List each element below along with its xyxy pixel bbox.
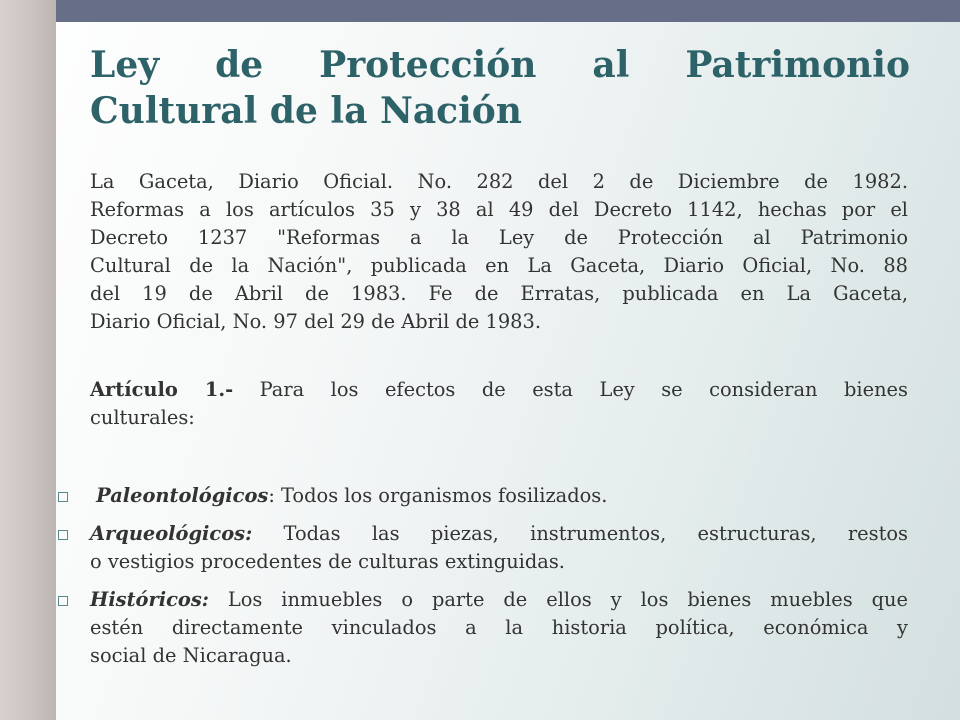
item-text: Todas las piezas, instrumentos, estructuras, restos: [252, 522, 908, 545]
intro-line: Reformas a los artículos 35 y 38 al 49 del Decreto 1142, hechas por el: [90, 198, 908, 221]
intro-line: Diario Oficial, No. 97 del 29 de Abril de 1983.: [90, 310, 542, 333]
item-text: Los inmuebles o parte de ellos y los bienes muebles que: [208, 588, 908, 611]
article-line-1: [90, 376, 908, 404]
cultural-goods-list: [58, 482, 908, 680]
list-item-historicos: [58, 586, 908, 670]
intro-line: La Gaceta, Diario Oficial. No. 282 del 2 de Diciembre de 1982.: [90, 170, 908, 193]
title-line-1: Ley de Protección al Patrimonio: [90, 44, 910, 86]
item-term: Históricos:: [90, 588, 209, 611]
list-item-arqueologicos: [58, 520, 908, 576]
title-line-2: Cultural de la Nación: [90, 90, 522, 132]
item-line: social de Nicaragua.: [90, 644, 292, 667]
item-line: o vestigios procedentes de culturas extinguidas.: [90, 550, 565, 573]
article-1-paragraph: [90, 376, 908, 432]
slide-body: [90, 168, 908, 432]
square-bullet-icon: [58, 492, 68, 502]
item-line: [90, 586, 908, 614]
item-line: [90, 520, 908, 548]
square-bullet-icon: [58, 530, 68, 540]
item-line: estén directamente vinculados a la historia política, económica y: [90, 616, 908, 639]
list-item-paleontologicos: [58, 482, 908, 510]
slide-title: [90, 42, 910, 134]
article-text: Para los efectos de esta Ley se consideran bienes: [233, 378, 908, 401]
intro-line: Decreto 1237 "Reformas a la Ley de Protección al Patrimonio: [90, 226, 908, 249]
intro-line: Cultural de la Nación", publicada en La Gaceta, Diario Oficial, No. 88: [90, 254, 908, 277]
item-line: [90, 482, 908, 510]
article-line-2: culturales:: [90, 406, 195, 429]
item-text: : Todos los organismos fosilizados.: [268, 484, 608, 507]
item-term: Arqueológicos:: [90, 522, 253, 545]
intro-paragraph: [90, 168, 908, 336]
square-bullet-icon: [58, 596, 68, 606]
left-decorative-bar: [0, 0, 56, 720]
item-term: Paleontológicos: [96, 484, 269, 507]
article-label: Artículo 1.-: [90, 378, 234, 401]
top-decorative-bar: [56, 0, 960, 22]
intro-line: del 19 de Abril de 1983. Fe de Erratas, publicada en La Gaceta,: [90, 282, 908, 305]
